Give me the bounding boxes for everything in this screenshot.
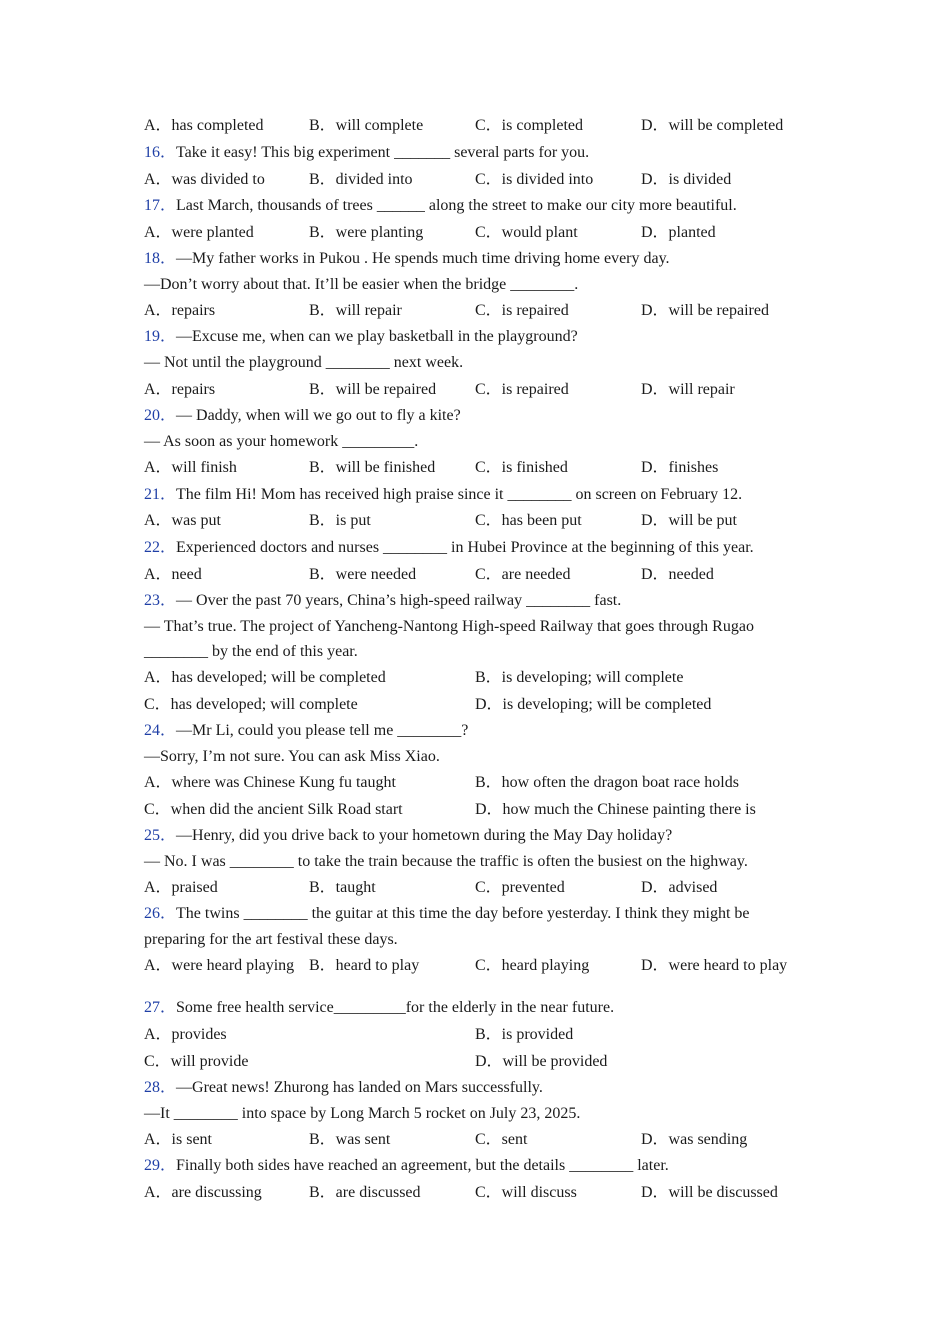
q23-stem: 23．— Over the past 70 years, China’s high-speed railway ________ fast. (144, 592, 622, 609)
q20-option-a: A．will finish (144, 459, 237, 476)
q29-number: 29． (144, 1157, 177, 1174)
q18-number: 18． (144, 250, 177, 267)
q18-option-c: C．is repaired (475, 302, 569, 319)
q28-option-d: D．was sending (641, 1131, 748, 1148)
q23-option-b: B．is developing; will complete (475, 669, 684, 686)
q22-option-c: C．are needed (475, 566, 571, 583)
q16-stem: 16．Take it easy! This big experiment _______ several parts for you. (144, 144, 590, 161)
q19-option-b: B．will be repaired (309, 381, 437, 398)
q20-number: 20． (144, 407, 177, 424)
q24-number: 24． (144, 722, 177, 739)
q20-option-d: D．finishes (641, 459, 719, 476)
q29-option-a: A．are discussing (144, 1184, 262, 1201)
q17-option-d: D．planted (641, 224, 716, 241)
q19-number: 19． (144, 328, 177, 345)
q17-number: 17． (144, 197, 177, 214)
q28-option-c: C．sent (475, 1131, 528, 1148)
q18-reply: —Don’t worry about that. It’ll be easier when the bridge ________. (144, 276, 579, 293)
q28-stem: 28．—Great news! Zhurong has landed on Mars successfully. (144, 1079, 543, 1096)
q23-option-d: D．is developing; will be completed (475, 696, 712, 713)
q27-option-d: D．will be provided (475, 1053, 608, 1070)
q24-stem: 24．—Mr Li, could you please tell me ________? (144, 722, 469, 739)
q26-stem: 26．The twins ________ the guitar at this time the day before yesterday. I think they might be (144, 905, 750, 922)
q28-option-a: A．is sent (144, 1131, 213, 1148)
q20-option-c: C．is finished (475, 459, 568, 476)
q24-option-a: A．where was Chinese Kung fu taught (144, 774, 396, 791)
q21-option-b: B．is put (309, 512, 371, 529)
q20-reply: — As soon as your homework _________. (144, 433, 419, 450)
q18-stem: 18．—My father works in Pukou . He spends much time driving home every day. (144, 250, 670, 267)
q23-option-c: C．has developed; will complete (144, 696, 358, 713)
q17-option-b: B．were planting (309, 224, 424, 241)
q25-option-c: C．prevented (475, 879, 565, 896)
q17-option-a: A．were planted (144, 224, 254, 241)
q19-option-a: A．repairs (144, 381, 216, 398)
q16-option-d: D．is divided (641, 171, 732, 188)
q19-option-c: C．is repaired (475, 381, 569, 398)
q25-reply: — No. I was ________ to take the train because the traffic is often the busiest on the highway. (144, 853, 748, 870)
q19-option-d: D．will repair (641, 381, 735, 398)
q22-option-d: D．needed (641, 566, 714, 583)
q21-option-a: A．was put (144, 512, 221, 529)
q28-number: 28． (144, 1079, 177, 1096)
q22-option-b: B．were needed (309, 566, 417, 583)
q23-number: 23． (144, 592, 177, 609)
q28-option-b: B．was sent (309, 1131, 391, 1148)
q25-option-a: A．praised (144, 879, 218, 896)
q21-option-d: D．will be put (641, 512, 737, 529)
q26-option-d: D．were heard to play (641, 957, 788, 974)
q15-option-b: B．will complete (309, 117, 424, 134)
q29-option-b: B．are discussed (309, 1184, 421, 1201)
q16-number: 16． (144, 144, 177, 161)
q25-stem: 25．—Henry, did you drive back to your hometown during the May Day holiday? (144, 827, 673, 844)
q27-option-a: A．provides (144, 1026, 227, 1043)
q19-reply: — Not until the playground ________ next week. (144, 354, 464, 371)
q20-stem: 20．— Daddy, when will we go out to fly a kite? (144, 407, 461, 424)
q27-option-b: B．is provided (475, 1026, 574, 1043)
q21-stem: 21．The film Hi! Mom has received high praise since it ________ on screen on February 12. (144, 486, 743, 503)
q25-option-d: D．advised (641, 879, 718, 896)
q26-option-c: C．heard playing (475, 957, 590, 974)
q23-reply: — That’s true. The project of Yancheng-Nantong High-speed Railway that goes through Rugao (144, 618, 754, 635)
q21-option-c: C．has been put (475, 512, 582, 529)
q29-option-d: D．will be discussed (641, 1184, 778, 1201)
q15-option-c: C．is completed (475, 117, 583, 134)
q20-option-b: B．will be finished (309, 459, 436, 476)
q26-option-a: A．were heard playing (144, 957, 295, 974)
q24-option-d: D．how much the Chinese painting there is (475, 801, 756, 818)
q26-option-b: B．heard to play (309, 957, 420, 974)
q18-option-b: B．will repair (309, 302, 402, 319)
q26-number: 26． (144, 905, 177, 922)
q18-option-a: A．repairs (144, 302, 216, 319)
q17-option-c: C．would plant (475, 224, 578, 241)
q15-option-d: D．will be completed (641, 117, 784, 134)
q16-option-b: B．divided into (309, 171, 413, 188)
q22-option-a: A．need (144, 566, 202, 583)
q27-stem: 27．Some free health service_________for the elderly in the near future. (144, 999, 615, 1016)
q21-number: 21． (144, 486, 177, 503)
q18-option-d: D．will be repaired (641, 302, 769, 319)
q16-option-c: C．is divided into (475, 171, 594, 188)
q24-option-b: B．how often the dragon boat race holds (475, 774, 739, 791)
q19-stem: 19．—Excuse me, when can we play basketball in the playground? (144, 328, 578, 345)
q24-reply: —Sorry, I’m not sure. You can ask Miss Xiao. (144, 748, 440, 765)
q25-option-b: B．taught (309, 879, 376, 896)
q28-reply: —It ________ into space by Long March 5 rocket on July 23, 2025. (144, 1105, 581, 1122)
q23-option-a: A．has developed; will be completed (144, 669, 386, 686)
q24-option-c: C．when did the ancient Silk Road start (144, 801, 403, 818)
q22-stem: 22．Experienced doctors and nurses ________ in Hubei Province at the beginning of this year. (144, 539, 754, 556)
q16-option-a: A．was divided to (144, 171, 265, 188)
q15-option-a: A．has completed (144, 117, 264, 134)
q27-option-c: C．will provide (144, 1053, 249, 1070)
q22-number: 22． (144, 539, 177, 556)
q25-number: 25． (144, 827, 177, 844)
q29-option-c: C．will discuss (475, 1184, 577, 1201)
q23-reply-cont: ________ by the end of this year. (144, 643, 358, 660)
q17-stem: 17．Last March, thousands of trees ______ along the street to make our city more beautiful. (144, 197, 737, 214)
q29-stem: 29．Finally both sides have reached an agreement, but the details ________ later. (144, 1157, 669, 1174)
q27-number: 27． (144, 999, 177, 1016)
q26-stem-cont: preparing for the art festival these days. (144, 931, 398, 948)
